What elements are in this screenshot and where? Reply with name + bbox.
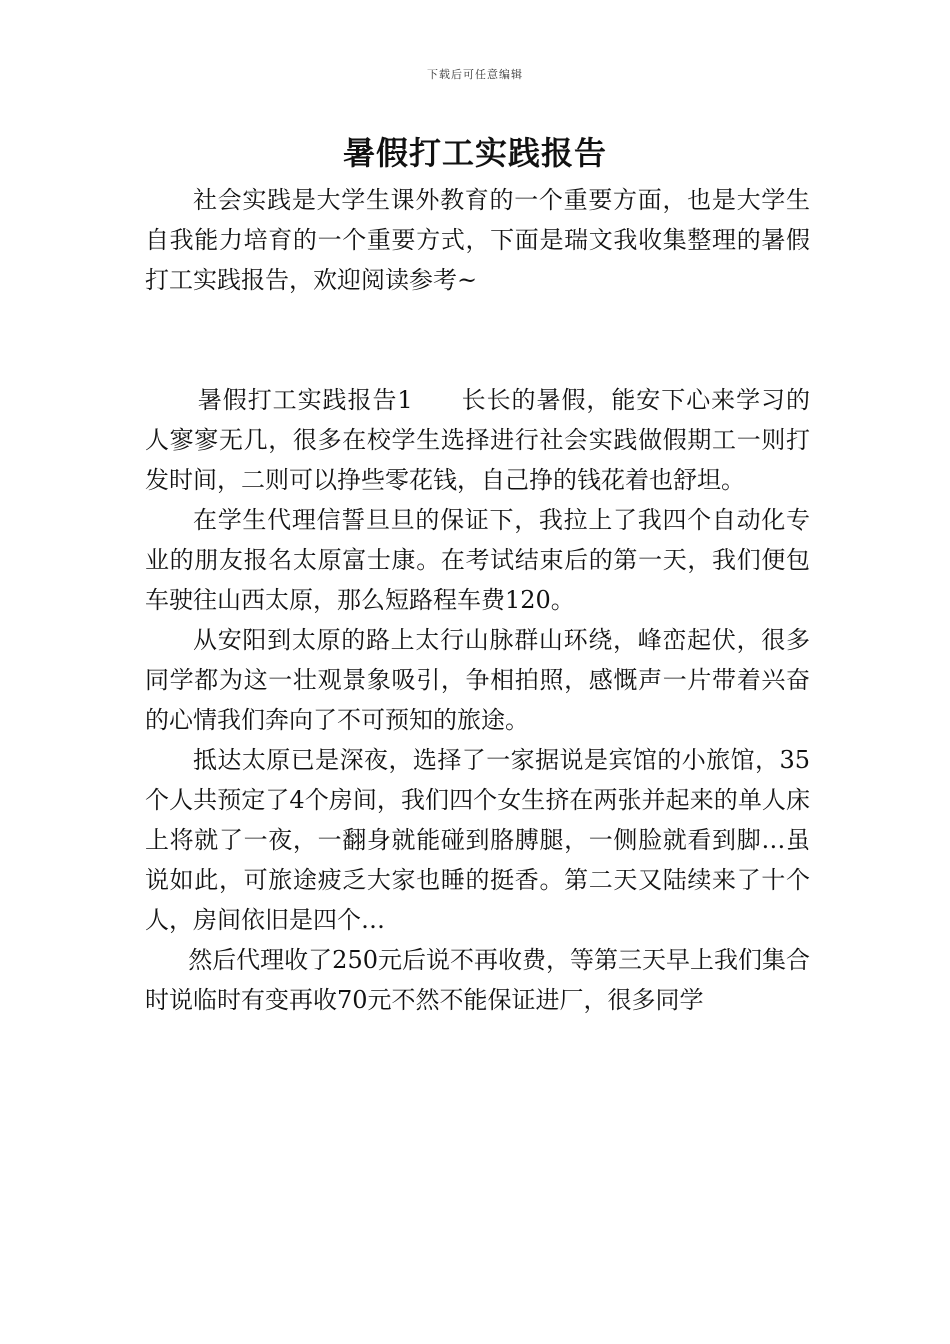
section-heading: 暑假打工实践报告1 [197, 386, 413, 414]
paragraph-2: 在学生代理信誓旦旦的保证下，我拉上了我四个自动化专业的朋友报名太原富士康。在考试结束后的第一天，我们便包车驶往山西太原，那么短路程车费120。 [145, 506, 810, 614]
paragraph-4: 抵达太原已是深夜，选择了一家据说是宾馆的小旅馆，35个人共预定了4个房间，我们四个女生挤在两张并起来的单人床上将就了一夜，一翻身就能碰到胳膊腿，一侧脸就看到脚…虽说如此，可旅途疲乏大家也睡的挺香。第二天又陆续来了十个人，房间依旧是四个… [145, 746, 810, 934]
intro-paragraph: 社会实践是大学生课外教育的一个重要方面，也是大学生自我能力培育的一个重要方式，下面是瑞文我收集整理的暑假打工实践报告，欢迎阅读参考~ [145, 186, 810, 294]
paragraph-1-text: 长长的暑假，能安下心来学习的人寥寥无几，很多在校学生选择进行社会实践做假期工一则打发时间，二则可以挣些零花钱，自己挣的钱花着也舒坦。 [145, 386, 811, 494]
document-body [145, 180, 810, 1020]
section-paragraph-1 [145, 380, 810, 500]
document-title: 暑假打工实践报告 [342, 134, 607, 172]
section-heading-spacer [413, 386, 461, 414]
header-note: 下载后可任意编辑 [427, 68, 523, 81]
paragraph-3: 从安阳到太原的路上太行山脉群山环绕，峰峦起伏，很多同学都为这一壮观景象吸引，争相拍照，感慨声一片带着兴奋的心情我们奔向了不可预知的旅途。 [145, 626, 810, 734]
section-gap [145, 300, 810, 380]
paragraph-5: 然后代理收了250元后说不再收费，等第三天早上我们集合时说临时有变再收70元不然不能保证进厂，很多同学 [145, 946, 810, 1014]
